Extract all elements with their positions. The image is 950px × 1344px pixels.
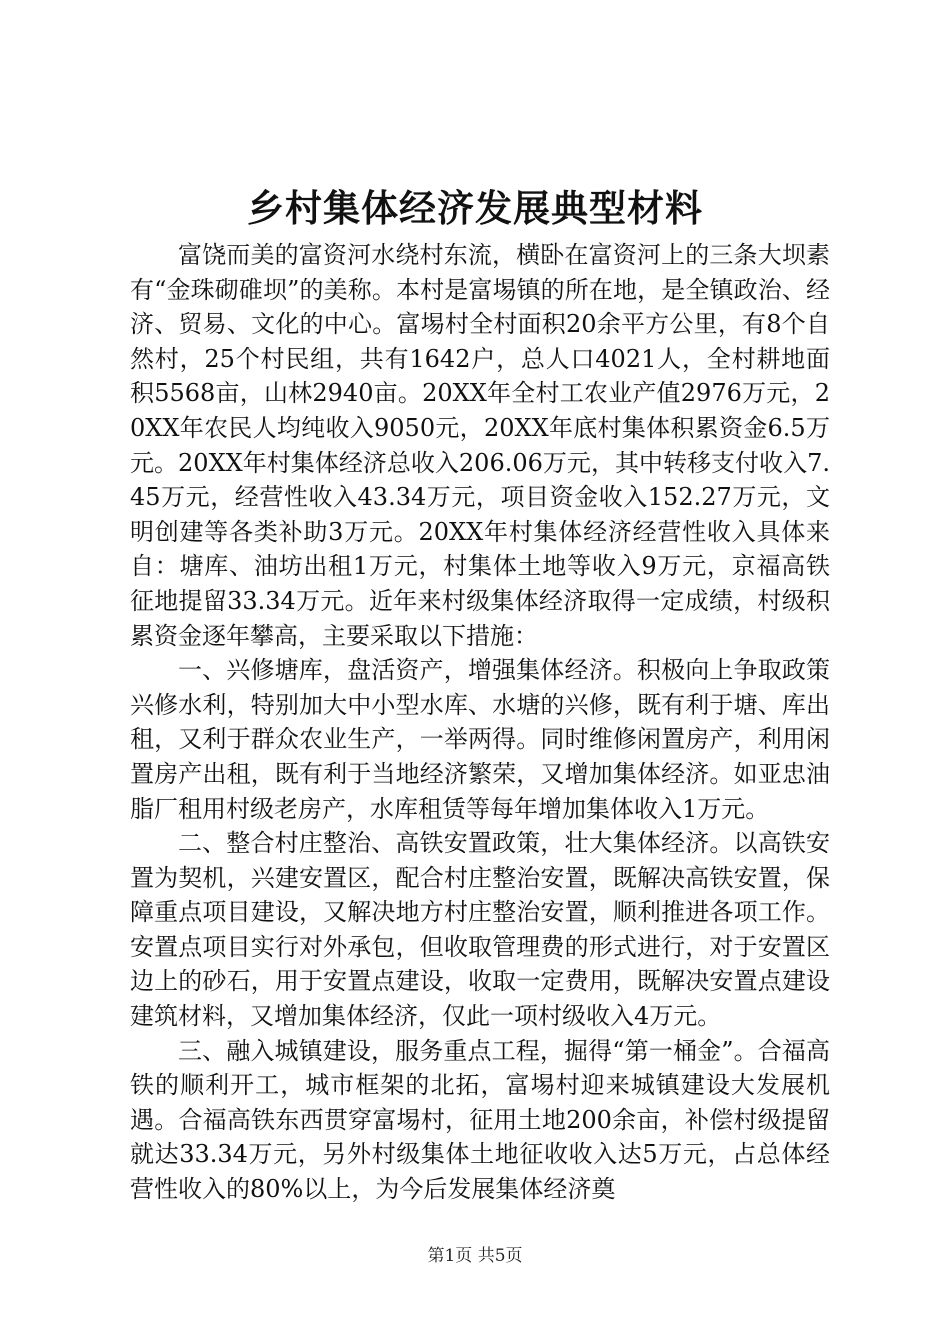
- document-body: [130, 238, 830, 1207]
- document-title: 乡村集体经济发展典型材料: [247, 186, 703, 230]
- paragraph-measure-3: 三、融入城镇建设，服务重点工程，掘得“第一桶金”。合福高铁的顺利开工，城市框架的北拓，富埸村迎来城镇建设大发展机遇。合福高铁东西贯穿富埸村，征用土地200余亩，补偿村级提留就达33.34万元，另外村级集体土地征收收入达5万元，占总体经营性收入的80%以上，为今后发展集体经济奠: [130, 1036, 830, 1204]
- paragraph-measure-1: 一、兴修塘库，盘活资产，增强集体经济。积极向上争取政策兴修水利，特别加大中小型水库、水塘的兴修，既有利于塘、库出租，又利于群众农业生产，一举两得。同时维修闲置房产，利用闲置房产出租，既有利于当地经济繁荣，又增加集体经济。如亚忠油脂厂租用村级老房产，水库租赁等每年增加集体收入1万元。: [130, 656, 830, 823]
- paragraph-intro: 富饶而美的富资河水绕村东流，横卧在富资河上的三条大坝素有“金珠砌碓坝”的美称。本村是富埸镇的所在地，是全镇政治、经济、贸易、文化的中心。富埸村全村面积20余平方公里，有8个自然村，25个村民组，共有1642户，总人口4021人，全村耕地面积5568亩，山林2940亩。20XX年全村工农业产值2976万元，20XX年农民人均纯收入9050元，20XX年底村集体积累资金6.5万元。20XX年村集体经济总收入206.06万元，其中转移支付收入7.45万元，经营性收入43.34万元，项目资金收入152.27万元，文明创建等各类补助3万元。20XX年村集体经济经营性收入具体来自：塘库、油坊出租1万元，村集体土地等收入9万元，京福高铁征地提留33.34万元。近年来村级集体经济取得一定成绩，村级积累资金逐年攀高，主要采取以下措施：: [130, 241, 830, 650]
- paragraph-measure-2: 二、整合村庄整治、高铁安置政策，壮大集体经济。以高铁安置为契机，兴建安置区，配合村庄整治安置，既解决高铁安置，保障重点项目建设，又解决地方村庄整治安置，顺利推进各项工作。安置点项目实行对外承包，但收取管理费的形式进行，对于安置区边上的砂石，用于安置点建设，收取一定费用，既解决安置点建设建筑材料，又增加集体经济，仅此一项村级收入4万元。: [130, 829, 830, 1031]
- page-footer: 第1页 共5页: [427, 1246, 523, 1266]
